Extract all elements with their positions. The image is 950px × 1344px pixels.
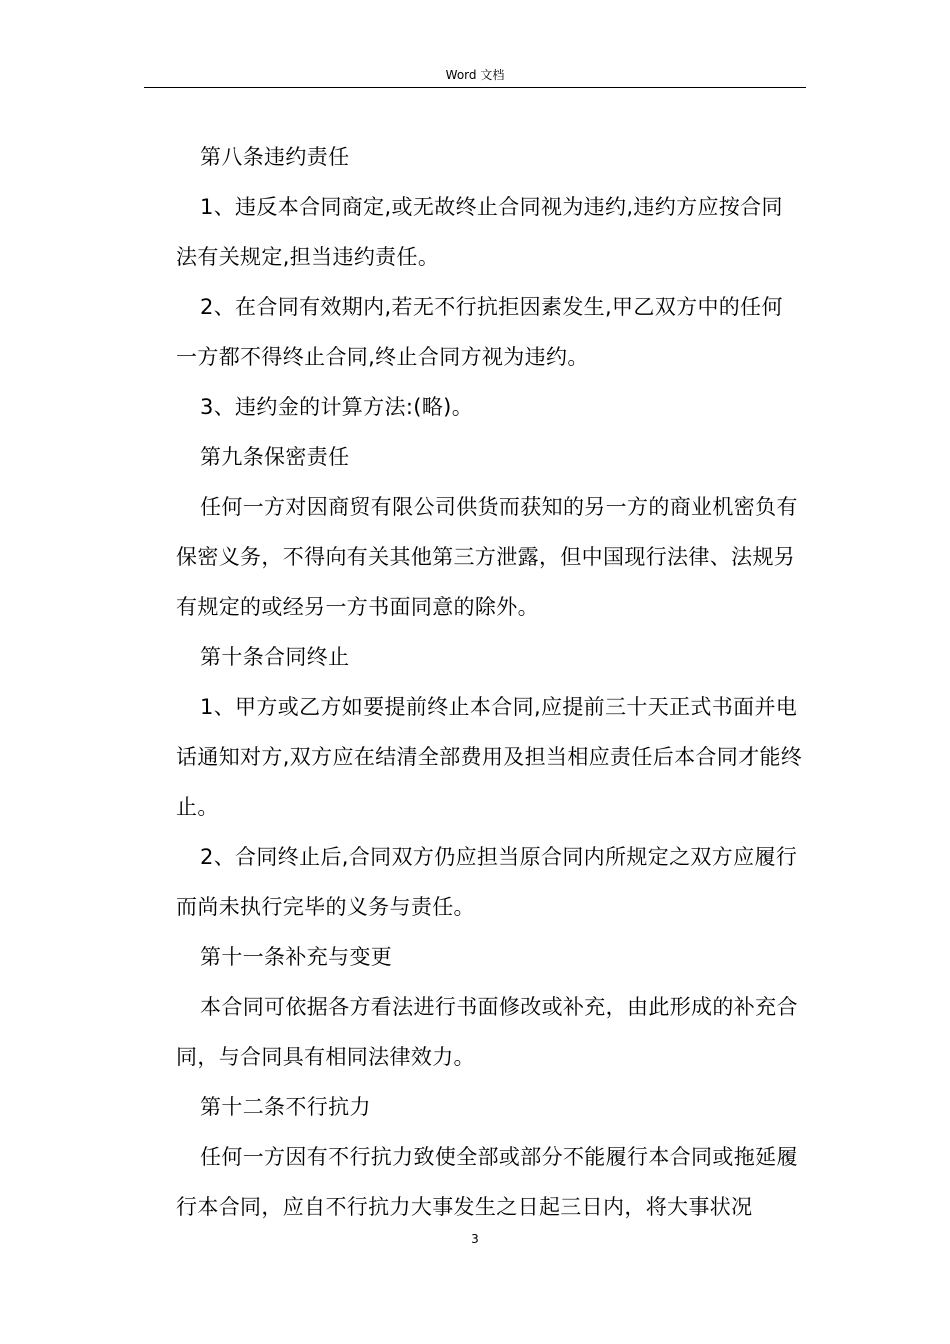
article-12-body: 任何一方因有不行抗力致使全部或部分不能履行本合同或拖延履行本合同，应自不行抗力大事发生之日起三日内，将大事状况 bbox=[176, 1145, 798, 1219]
article-8-clause-1: 1、违反本合同商定,或无故终止合同视为违约,违约方应按合同法有关规定,担当违约责任。 bbox=[176, 195, 783, 269]
page-header-title: Word 文档 bbox=[445, 68, 505, 82]
page-number: 3 bbox=[471, 1232, 479, 1246]
article-9-heading: 第九条保密责任 bbox=[200, 445, 350, 469]
article-9-body: 任何一方对因商贸有限公司供货而获知的另一方的商业机密负有保密义务，不得向有关其他第三方泄露，但中国现行法律、法规另有规定的或经另一方书面同意的除外。 bbox=[176, 495, 798, 619]
article-11-heading: 第十一条补充与变更 bbox=[200, 945, 393, 969]
article-11-body: 本合同可依据各方看法进行书面修改或补充，由此形成的补充合同，与合同具有相同法律效力。 bbox=[176, 995, 798, 1069]
article-12-heading: 第十二条不行抗力 bbox=[200, 1095, 371, 1119]
article-8-clause-3: 3、违约金的计算方法:(略)。 bbox=[200, 395, 474, 419]
article-10-clause-1: 1、甲方或乙方如要提前终止本合同,应提前三十天正式书面并电话通知对方,双方应在结清全部费用及担当相应责任后本合同才能终止。 bbox=[176, 695, 803, 819]
article-8-clause-2: 2、在合同有效期内,若无不行抗拒因素发生,甲乙双方中的任何一方都不得终止合同,终止合同方视为违约。 bbox=[176, 295, 783, 369]
document-body bbox=[176, 132, 804, 1232]
article-10-clause-2: 2、合同终止后,合同双方仍应担当原合同内所规定之双方应履行而尚未执行完毕的义务与责任。 bbox=[176, 845, 798, 919]
header-divider bbox=[144, 87, 806, 88]
article-10-heading: 第十条合同终止 bbox=[200, 645, 350, 669]
article-8-heading: 第八条违约责任 bbox=[200, 145, 350, 169]
